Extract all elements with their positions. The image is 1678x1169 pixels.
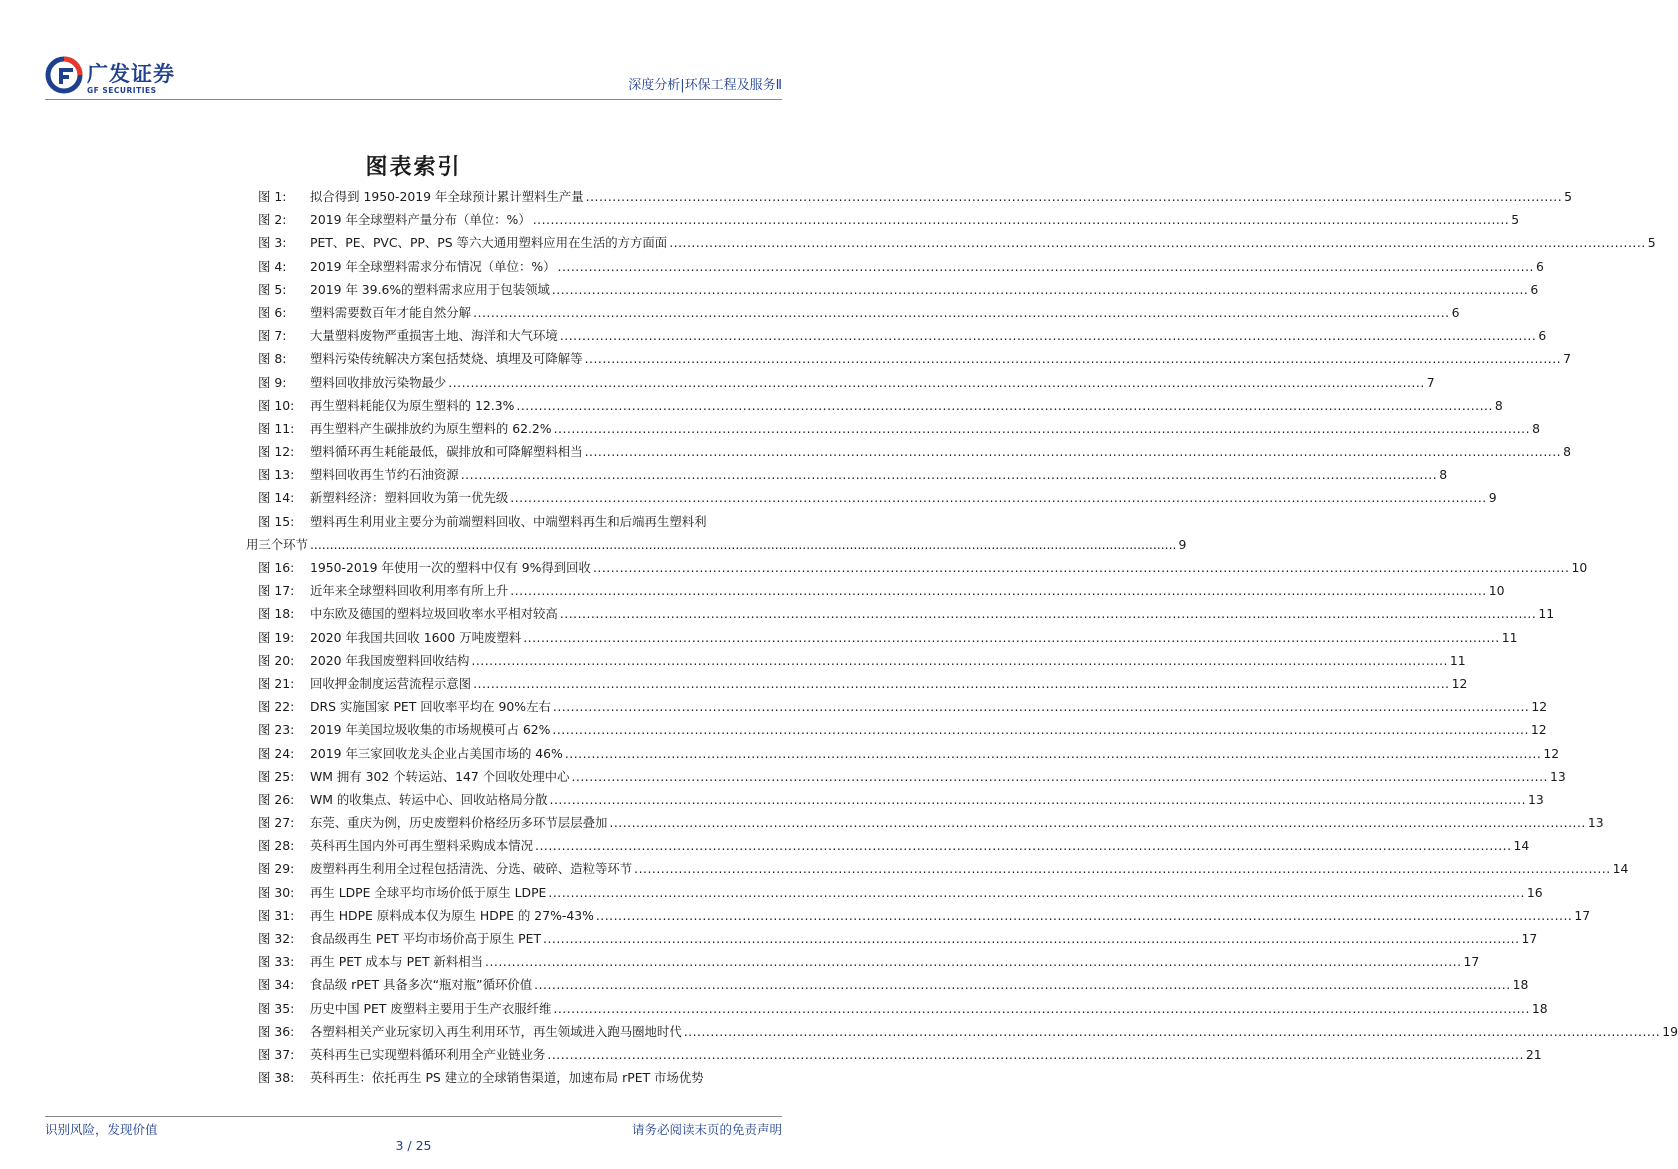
toc-figure-title: 塑料回收排放污染物最少 bbox=[310, 374, 447, 390]
toc-page-number: 11 bbox=[1538, 606, 1555, 622]
toc-page-number: 6 bbox=[1451, 304, 1460, 320]
toc-page-number: 18 bbox=[1512, 977, 1529, 993]
toc-page-number: 16 bbox=[1526, 884, 1543, 900]
toc-figure-number: 图 29: bbox=[258, 861, 295, 877]
toc-entry[interactable] bbox=[258, 231, 1656, 254]
toc-entry[interactable] bbox=[258, 1043, 1542, 1066]
toc-figure-title: 近年来全球塑料回收利用率有所上升 bbox=[310, 583, 509, 599]
toc-figure-title: 再生塑料产生碳排放约为原生塑料的 62.2% bbox=[310, 420, 552, 436]
toc-leader-dots: ............................................................................................................................................................................................................................ bbox=[523, 629, 1500, 645]
toc-entry[interactable] bbox=[258, 811, 1604, 834]
toc-entry[interactable] bbox=[258, 208, 1520, 231]
toc-leader-dots: ............................................................................................................................................................................................................................ bbox=[516, 397, 1493, 413]
toc-figure-number: 图 35: bbox=[258, 1000, 295, 1016]
toc-page-number: 9 bbox=[1178, 536, 1187, 552]
toc-entry[interactable] bbox=[258, 347, 1571, 370]
toc-figure-title-continued: 用三个环节 bbox=[246, 536, 308, 552]
toc-figure-number: 图 12: bbox=[258, 444, 295, 460]
toc-entry[interactable] bbox=[258, 997, 1548, 1020]
toc-figure-title: 拟合得到 1950-2019 年全球预计累计塑料生产量 bbox=[310, 189, 584, 204]
toc-entry[interactable] bbox=[258, 301, 1460, 324]
toc-figure-number: 图 33: bbox=[258, 954, 295, 970]
toc-figure-number: 图 34: bbox=[258, 977, 295, 993]
toc-leader-dots: ............................................................................................................................................................................................................................ bbox=[473, 675, 1450, 691]
toc-figure-title: 再生 PET 成本与 PET 新料相当 bbox=[310, 954, 484, 970]
toc-entry[interactable] bbox=[246, 510, 1187, 556]
toc-page-number: 12 bbox=[1543, 745, 1560, 761]
toc-figure-number: 图 16: bbox=[258, 560, 295, 575]
toc-figure-title: 2019 年美国垃圾收集的市场规模可占 62% bbox=[310, 722, 551, 738]
toc-page-number: 6 bbox=[1536, 258, 1544, 274]
toc-figure-number: 图 5: bbox=[258, 281, 287, 297]
toc-page-number: 13 bbox=[1549, 768, 1566, 784]
toc-leader-dots: ............................................................................................................................................................................................................................ bbox=[553, 1000, 1530, 1016]
toc-page-number: 8 bbox=[1563, 444, 1571, 460]
toc-entry[interactable] bbox=[258, 649, 1466, 672]
toc-leader-dots: ............................................................................................................................................................................................................................ bbox=[592, 560, 1570, 575]
toc-leader-dots: ............................................................................................................................................................................................................................ bbox=[564, 745, 1542, 761]
gf-logo-icon bbox=[45, 56, 83, 94]
toc-figure-number: 图 37: bbox=[258, 1046, 295, 1062]
toc-page-number: 18 bbox=[1531, 1000, 1548, 1016]
toc-leader-dots: ............................................................................................................................................................................................................................ bbox=[473, 304, 1450, 320]
toc-figure-number: 图 24: bbox=[258, 745, 295, 761]
toc-figure-title: 2019 年全球塑料产量分布（单位：%） bbox=[310, 212, 531, 228]
toc-figure-title: PET、PE、PVC、PP、PS 等六大通用塑料应用在生活的方方面面 bbox=[310, 235, 668, 251]
toc-figure-number: 图 22: bbox=[258, 699, 295, 715]
toc-leader-dots: ............................................................................................................................................................................................................................ bbox=[553, 420, 1531, 436]
figure-index-list bbox=[246, 185, 1678, 1089]
toc-figure-number: 图 13: bbox=[258, 467, 295, 483]
toc-entry[interactable] bbox=[258, 695, 1548, 718]
toc-page-number: 11 bbox=[1449, 652, 1466, 668]
toc-figure-title: 中东欧及德国的塑料垃圾回收率水平相对较高 bbox=[310, 606, 558, 622]
toc-leader-dots: ............................................................................................................................................................................................................................ bbox=[532, 212, 1510, 228]
toc-page-number: 5 bbox=[1511, 212, 1520, 228]
toc-figure-number: 图 11: bbox=[258, 420, 295, 436]
toc-entry[interactable] bbox=[258, 904, 1591, 927]
toc-figure-number: 图 30: bbox=[258, 884, 295, 900]
toc-figure-title: 2019 年全球塑料需求分布情况（单位：%） bbox=[310, 258, 556, 274]
toc-page-number: 6 bbox=[1538, 328, 1547, 344]
toc-figure-number: 图 21: bbox=[258, 675, 295, 691]
toc-page-number: 12 bbox=[1451, 675, 1468, 691]
toc-figure-title: 废塑料再生利用全过程包括清洗、分选、破碎、造粒等环节 bbox=[310, 861, 633, 877]
toc-figure-title: 回收押金制度运营流程示意图 bbox=[310, 675, 472, 691]
toc-page-number: 5 bbox=[1564, 189, 1573, 204]
toc-leader-dots: ............................................................................................................................................................................................................................ bbox=[585, 189, 1563, 204]
toc-figure-title: DRS 实施国家 PET 回收率平均在 90%左右 bbox=[310, 699, 551, 715]
toc-page-number: 8 bbox=[1494, 397, 1503, 413]
toc-page-number: 13 bbox=[1587, 815, 1604, 831]
toc-entry[interactable] bbox=[258, 881, 1543, 904]
toc-page-number: 21 bbox=[1525, 1046, 1542, 1062]
toc-figure-title: 再生 LDPE 全球平均市场价低于原生 LDPE bbox=[310, 884, 547, 900]
toc-leader-dots: ............................................................................................................................................................................................................................ bbox=[510, 490, 1487, 506]
toc-entry[interactable] bbox=[258, 765, 1566, 788]
toc-leader-dots: ............................................................................................................................................................................................................................ bbox=[683, 1023, 1661, 1039]
toc-leader-dots: ............................................................................................................................................................................................................................ bbox=[543, 931, 1520, 946]
toc-entry[interactable] bbox=[258, 324, 1547, 347]
toc-figure-title: WM 拥有 302 个转运站、147 个回收处理中心 bbox=[310, 768, 570, 784]
toc-figure-title: 塑料污染传统解决方案包括焚烧、填埋及可降解等 bbox=[310, 351, 583, 367]
toc-page-number: 8 bbox=[1532, 420, 1540, 436]
toc-leader-dots: ............................................................................................................................................................................................................................ bbox=[448, 374, 1425, 390]
toc-entry[interactable] bbox=[258, 579, 1505, 602]
toc-entry[interactable] bbox=[258, 973, 1529, 996]
toc-page-number: 7 bbox=[1426, 374, 1435, 390]
toc-figure-number: 图 8: bbox=[258, 351, 287, 367]
toc-figure-title: 2020 年我国废塑料回收结构 bbox=[310, 652, 470, 668]
toc-figure-number: 图 14: bbox=[258, 490, 295, 506]
toc-figure-number: 图 1: bbox=[258, 189, 287, 204]
footer-disclaimer-note: 请务必阅读末页的免责声明 bbox=[631, 1122, 782, 1137]
toc-leader-dots: ............................................................................................................................................................................................................................ bbox=[559, 328, 1537, 344]
toc-leader-dots: ............................................................................................................................................................................................................................ bbox=[485, 954, 1462, 970]
footer-slogan: 识别风险，发现价值 bbox=[45, 1122, 158, 1137]
toc-figure-title: 东莞、重庆为例，历史废塑料价格经历多环节层层叠加 bbox=[310, 815, 608, 831]
toc-leader-dots: ............................................................................................................................................................................................................................ bbox=[584, 351, 1562, 367]
toc-entry[interactable] bbox=[258, 440, 1571, 463]
toc-entry[interactable] bbox=[258, 602, 1555, 625]
toc-page-number: 6 bbox=[1530, 281, 1539, 297]
toc-entry[interactable] bbox=[258, 463, 1448, 486]
toc-figure-number: 图 10: bbox=[258, 397, 295, 413]
logo-english-name: GF SECURITIES bbox=[87, 86, 157, 95]
toc-figure-number: 图 9: bbox=[258, 374, 287, 390]
page-header bbox=[45, 50, 782, 100]
toc-figure-number: 图 23: bbox=[258, 722, 295, 738]
toc-figure-title: 各塑料相关产业玩家切入再生利用环节，再生领域进入跑马圈地时代 bbox=[310, 1023, 682, 1039]
toc-figure-number: 图 28: bbox=[258, 838, 295, 854]
toc-figure-title: 再生 HDPE 原料成本仅为原生 HDPE 的 27%-43% bbox=[310, 907, 594, 923]
toc-leader-dots: ............................................................................................................................................................................................................................ bbox=[460, 467, 1438, 483]
toc-page-number: 17 bbox=[1463, 954, 1480, 970]
toc-figure-number: 图 32: bbox=[258, 931, 295, 946]
toc-figure-title: 大量塑料废物严重损害土地、海洋和大气环境 bbox=[310, 328, 558, 344]
toc-entry[interactable] bbox=[258, 1020, 1678, 1043]
toc-page-number: 9 bbox=[1488, 490, 1497, 506]
toc-figure-number: 图 18: bbox=[258, 606, 295, 622]
toc-leader-dots: ............................................................................................................................................................................................................................ bbox=[559, 606, 1537, 622]
toc-figure-number: 图 36: bbox=[258, 1023, 295, 1039]
toc-entry[interactable] bbox=[258, 718, 1547, 741]
toc-entry[interactable] bbox=[258, 556, 1588, 579]
toc-leader-dots: ............................................................................................................................................................................................................................ bbox=[571, 768, 1548, 784]
toc-leader-dots: ............................................................................................................................................................................................................................ bbox=[534, 977, 1511, 993]
gf-securities-logo bbox=[45, 56, 185, 96]
toc-figure-number: 图 20: bbox=[258, 652, 295, 668]
toc-figure-number: 图 4: bbox=[258, 258, 287, 274]
toc-figure-title: 食品级 rPET 具备多次“瓶对瓶”循环价值 bbox=[310, 977, 533, 993]
toc-figure-number: 图 17: bbox=[258, 583, 295, 599]
toc-page-number: 13 bbox=[1528, 791, 1544, 807]
toc-figure-title: 2019 年三家回收龙头企业占美国市场的 46% bbox=[310, 745, 563, 761]
toc-figure-title: 历史中国 PET 废塑料主要用于生产衣服纤维 bbox=[310, 1000, 552, 1016]
toc-entry[interactable] bbox=[258, 626, 1518, 649]
report-category: 深度分析|环保工程及服务Ⅱ bbox=[628, 78, 782, 93]
toc-leader-dots: ............................................................................................................................................................................................................................ bbox=[471, 652, 1448, 668]
toc-figure-number: 图 3: bbox=[258, 235, 287, 251]
toc-leader-dots: ............................................................................................................................................................................................................................ bbox=[548, 884, 1525, 900]
toc-entry[interactable] bbox=[258, 950, 1480, 973]
logo-chinese-name: 广发证券 bbox=[87, 62, 175, 86]
toc-leader-dots: ............................................................................................................................................................................................................................ bbox=[552, 699, 1530, 715]
toc-leader-dots: ............................................................................................................................................................................................................................ bbox=[535, 838, 1512, 854]
toc-page-number: 17 bbox=[1574, 907, 1591, 923]
toc-page-number: 11 bbox=[1501, 629, 1518, 645]
toc-entry[interactable] bbox=[258, 834, 1530, 857]
toc-leader-dots: ............................................................................................................................................................................................................................ bbox=[510, 583, 1487, 599]
toc-entry[interactable] bbox=[258, 278, 1539, 301]
toc-page-number: 19 bbox=[1662, 1023, 1678, 1039]
toc-figure-number: 图 7: bbox=[258, 328, 287, 344]
toc-leader-dots: ............................................................................................................................................................................................................................ bbox=[557, 258, 1534, 274]
toc-leader-dots: ............................................................................................................................................................................................................................ bbox=[584, 444, 1562, 460]
toc-figure-title: 2019 年 39.6%的塑料需求应用于包装领域 bbox=[310, 281, 550, 297]
toc-entry[interactable] bbox=[258, 1066, 782, 1089]
toc-figure-title: 塑料回收再生节约石油资源 bbox=[310, 467, 459, 483]
toc-figure-title: 新塑料经济：塑料回收为第一优先级 bbox=[310, 490, 509, 506]
toc-figure-number: 图 26: bbox=[258, 791, 295, 807]
toc-page-number: 14 bbox=[1513, 838, 1530, 854]
toc-figure-title: 再生塑料耗能仅为原生塑料的 12.3% bbox=[310, 397, 515, 413]
toc-page-number: 12 bbox=[1530, 722, 1547, 738]
toc-entry[interactable] bbox=[258, 857, 1629, 880]
toc-page-number: 12 bbox=[1531, 699, 1548, 715]
toc-leader-dots: ............................................................................................................................................................................................................................ bbox=[634, 861, 1611, 877]
page-number: 3 / 25 bbox=[395, 1138, 432, 1153]
toc-figure-title: 英科再生已实现塑料循环利用全产业链业务 bbox=[310, 1046, 546, 1062]
toc-entry[interactable] bbox=[258, 788, 1544, 811]
toc-entry[interactable] bbox=[258, 371, 1435, 394]
toc-figure-title: 2020 年我国共回收 1600 万吨废塑料 bbox=[310, 629, 522, 645]
toc-page-number: 14 bbox=[1612, 861, 1629, 877]
header-divider bbox=[45, 99, 782, 100]
toc-entry[interactable] bbox=[258, 185, 1573, 208]
toc-figure-number: 图 27: bbox=[258, 815, 295, 831]
toc-page-number: 17 bbox=[1521, 931, 1538, 946]
toc-figure-number: 图 2: bbox=[258, 212, 287, 228]
toc-figure-number: 图 25: bbox=[258, 768, 295, 784]
toc-leader-dots: ............................................................................................................................................................................................................................ bbox=[549, 791, 1527, 807]
toc-page-number: 8 bbox=[1439, 467, 1448, 483]
toc-figure-title: 塑料循环再生耗能最低，碳排放和可降解塑料相当 bbox=[310, 444, 583, 460]
toc-entry[interactable] bbox=[258, 742, 1560, 765]
toc-figure-number: 图 15: bbox=[258, 513, 295, 529]
toc-leader-dots: ............................................................................................................................................................................................................................ bbox=[595, 907, 1573, 923]
toc-leader-dots: ............................................................................................................................................................................................................................ bbox=[551, 281, 1529, 297]
toc-figure-title: 英科再生：依托再生 PS 建立的全球销售渠道，加速布局 rPET 市场优势 bbox=[310, 1070, 704, 1086]
toc-figure-title: 食品级再生 PET 平均市场价高于原生 PET bbox=[310, 931, 542, 946]
toc-page-number: 5 bbox=[1647, 235, 1656, 251]
toc-leader-dots: ............................................................................................................................................................................................................................ bbox=[552, 722, 1529, 738]
toc-page-number: 10 bbox=[1571, 560, 1588, 575]
toc-entry[interactable] bbox=[258, 394, 1503, 417]
toc-entry[interactable] bbox=[258, 255, 1544, 278]
page-title: 图表索引 bbox=[365, 154, 462, 180]
toc-figure-number: 图 6: bbox=[258, 304, 287, 320]
toc-leader-dots: ............................................................................................................................................................................................................................ bbox=[547, 1046, 1524, 1062]
toc-figure-title: 塑料再生利用业主要分为前端塑料回收、中端塑料再生和后端再生塑料利 bbox=[310, 513, 707, 529]
toc-page-number: 10 bbox=[1488, 583, 1505, 599]
toc-entry[interactable] bbox=[258, 672, 1468, 695]
toc-figure-number: 图 31: bbox=[258, 907, 295, 923]
toc-page-number: 7 bbox=[1563, 351, 1571, 367]
toc-entry[interactable] bbox=[258, 486, 1497, 509]
toc-figure-number: 图 38: bbox=[258, 1070, 295, 1086]
toc-figure-title: 英科再生国内外可再生塑料采购成本情况 bbox=[310, 838, 534, 854]
toc-entry[interactable] bbox=[258, 417, 1540, 440]
toc-leader-dots: ............................................................................................................................................................................................................................ bbox=[669, 235, 1646, 251]
toc-leader-dots: ............................................................................................................................................................................................................................ bbox=[609, 815, 1586, 831]
footer-divider bbox=[45, 1116, 782, 1117]
toc-leader-dots: ............................................................................................................................................................................................................................ bbox=[309, 536, 1177, 552]
toc-entry[interactable] bbox=[258, 927, 1538, 950]
toc-figure-title: 塑料需要数百年才能自然分解 bbox=[310, 304, 472, 320]
toc-figure-title: 1950-2019 年使用一次的塑料中仅有 9%得到回收 bbox=[310, 560, 591, 575]
toc-figure-title: WM 的收集点、转运中心、回收站格局分散 bbox=[310, 791, 548, 807]
toc-figure-number: 图 19: bbox=[258, 629, 295, 645]
